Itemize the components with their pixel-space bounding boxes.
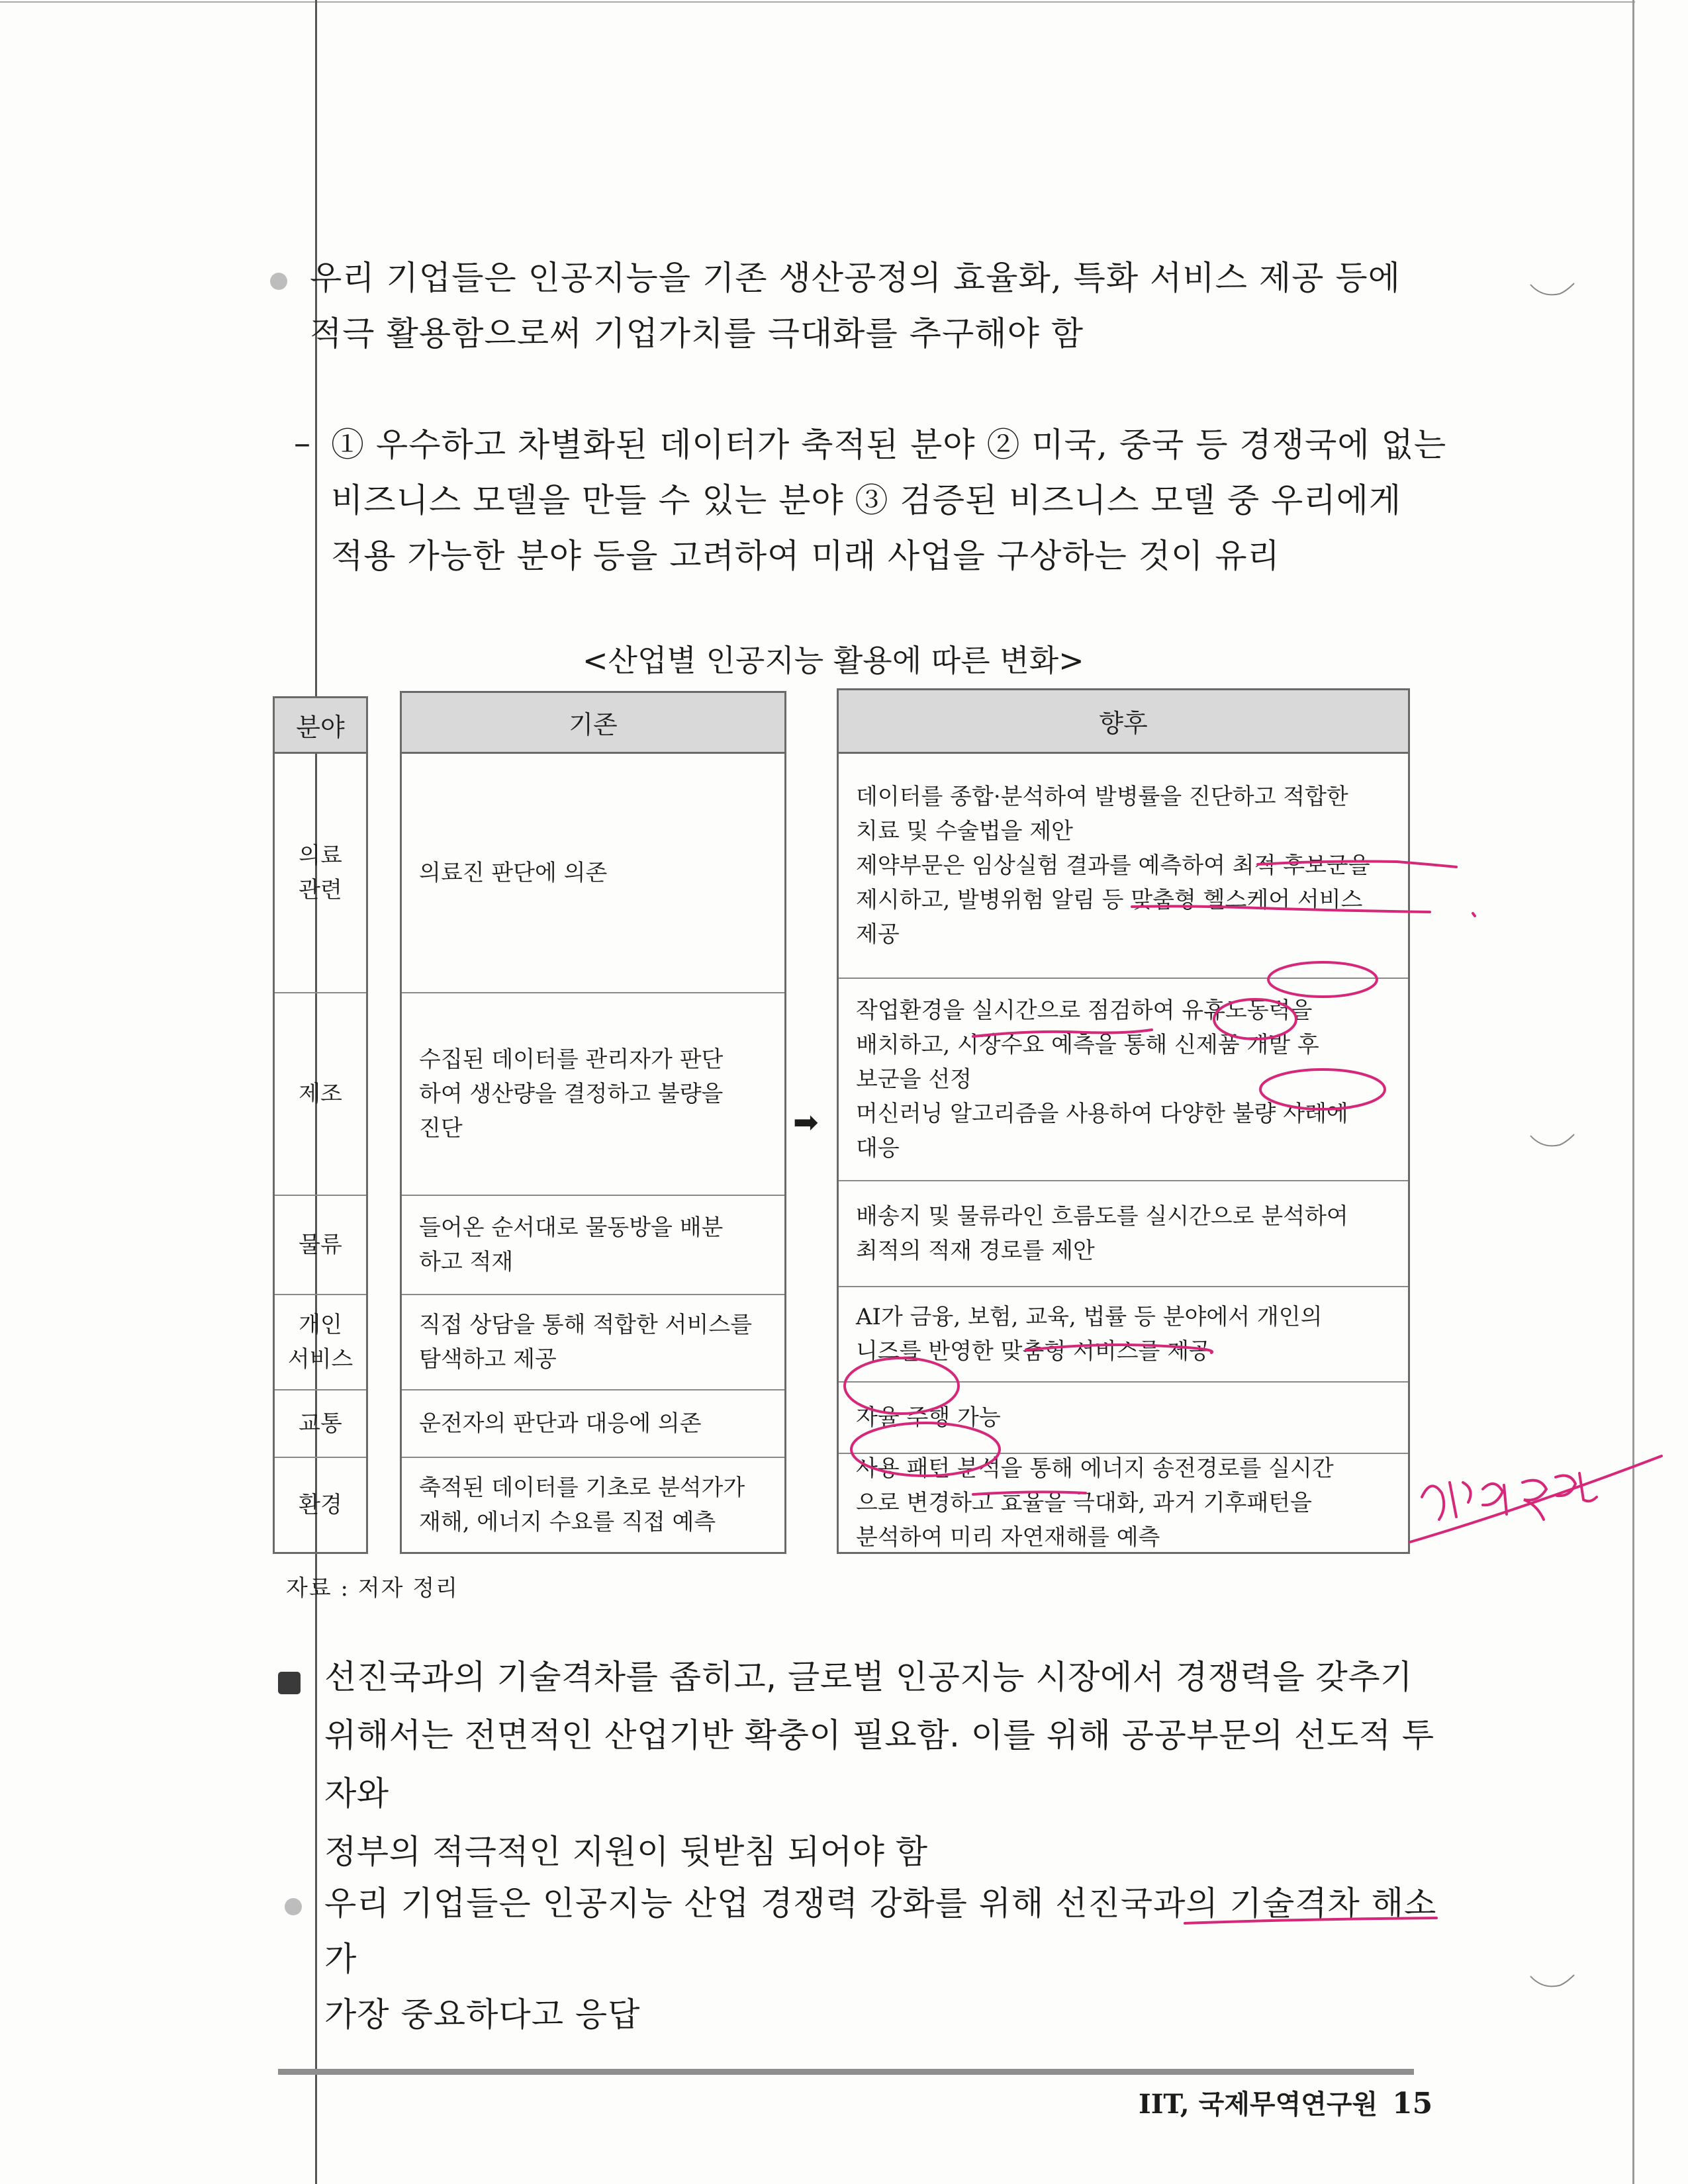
sub-item-line-2: 비즈니스 모델을 만들 수 있는 분야 ③ 검증된 비즈니스 모델 중 우리에게 [331, 481, 1402, 520]
heading-line-1: 선진국과의 기술격차를 좁히고, 글로벌 인공지능 시장에서 경쟁력을 갖추기 [324, 1658, 1413, 1696]
table-caption: <산업별 인공지능 활용에 따른 변화> [583, 643, 1084, 678]
heading-line-3: 정부의 적극적인 지원이 뒷받침 되어야 함 [324, 1833, 928, 1871]
table-source: 자료 : 저자 정리 [286, 1575, 459, 1602]
header-future: 향후 [839, 690, 1408, 754]
field-cell-environment: 환경 [299, 1492, 342, 1518]
future-cell-environment: 사용 패턴 분석을 통해 에너지 송전경로를 실시간 으로 변경하고 효율을 극대화, 과거 기후패턴을 분석하여 미리 자연재해를 예측 [856, 1455, 1334, 1551]
underline-mark [973, 1492, 1086, 1494]
existing-cell-transport: 운전자의 판단과 대응에 의존 [402, 1390, 784, 1458]
circle-mark [845, 1358, 959, 1414]
future-cell-logistics: 배송지 및 물류라인 흐름도를 실시간으로 분석하여 최적의 적재 경로를 제안 [839, 1181, 1408, 1287]
existing-cell-manufacturing: 수집된 데이터를 관리자가 판단 하여 생산량을 결정하고 불량을 진단 [402, 993, 784, 1196]
scribble-mark [1450, 1482, 1471, 1517]
circle-mark [1260, 1069, 1385, 1109]
existing-cell-environment: 축적된 데이터를 기초로 분석가가 재해, 에너지 수요를 직접 예측 [419, 1475, 745, 1535]
field-cell-personal-service: 개인 서비스 [275, 1295, 366, 1390]
existing-cell-personal-service: 직접 상담을 통해 적합한 서비스를 탐색하고 제공 [402, 1295, 784, 1390]
future-cell-transport: 자율 주행 가능 [839, 1383, 1408, 1454]
underline-mark [1258, 862, 1397, 865]
pen-dot [1473, 913, 1475, 916]
header-existing: 기존 [402, 693, 784, 754]
existing-cell-medical: 의료진 판단에 의존 [402, 754, 784, 993]
heading-line-2: 위해서는 전면적인 산업기반 확충이 필요함. 이를 위해 공공부문의 선도적 투자와 [324, 1716, 1434, 1813]
field-cell-medical: 의료 관련 [275, 754, 366, 993]
bullet-3-line-2: 가장 중요하다고 응답 [324, 1995, 641, 2034]
underline-mark [1026, 1345, 1212, 1353]
field-cell-transport: 교통 [275, 1390, 366, 1458]
pen-marks [845, 862, 1662, 1924]
existing-cell-logistics: 들어온 순서대로 물동방을 배분 하고 적재 [402, 1196, 784, 1295]
dash-marker: – [294, 424, 310, 462]
field-cell-logistics: 물류 [275, 1196, 366, 1295]
sub-item-line-1: ① 우수하고 차별화된 데이터가 축적된 분야 ② 미국, 중국 등 경쟁국에 없는 [331, 426, 1447, 464]
punch-hole-mark [1530, 1134, 1574, 1146]
underline-mark [1132, 906, 1430, 912]
bullet-3-line-1: 우리 기업들은 인공지능 산업 경쟁력 강화를 위해 선진국과의 기술격차 해소가 [324, 1884, 1437, 1978]
circle-mark [1268, 962, 1377, 997]
bullet-1-line-2: 적극 활용함으로써 기업가치를 극대화를 추구해야 함 [310, 314, 1084, 353]
future-cell-personal-service: AI가 금융, 보험, 교육, 법률 등 분야에서 개인의 니즈를 반영한 맞춤형 서비스를 제공 [839, 1287, 1408, 1383]
page-number: 15 [1392, 2087, 1433, 2120]
circle-mark [851, 1423, 1000, 1476]
circle-mark [1214, 999, 1296, 1039]
arrow-right-icon: ➡ [793, 1104, 819, 1140]
underline-mark [1185, 1918, 1436, 1923]
punch-hole-marks [1530, 283, 1574, 1986]
punch-hole-mark [1530, 1975, 1574, 1986]
scribble-mark [1422, 1486, 1444, 1520]
underline-mark [973, 1030, 1152, 1036]
future-cell-medical: 데이터를 종합·분석하여 발병률을 진단하고 적합한 치료 및 수술법을 제안 제약부문은 임상실험 결과를 예측하여 최적 후보군을 제시하고, 발병위험 알림 등 맞춤형 헬스케어 서비스 제공 [839, 754, 1408, 979]
bullet-1-line-1: 우리 기업들은 인공지능을 기존 생산공정의 효율화, 특화 서비스 제공 등에 [310, 259, 1401, 297]
underline-mark [1397, 862, 1456, 867]
footer-org: IIT, 국제무역연구원 [1139, 2089, 1378, 2120]
field-cell-manufacturing: 제조 [275, 993, 366, 1196]
scribble-mark [1483, 1484, 1507, 1514]
punch-hole-mark [1530, 283, 1574, 295]
sub-item-line-3: 적용 가능한 분야 등을 고려하여 미래 사업을 구상하는 것이 유리 [331, 537, 1280, 575]
future-cell-manufacturing: 작업환경을 실시간으로 점검하여 유휴노동력을 배치하고, 시장수요 예측을 통해 신제품 개발 후 보군을 선정 머신러닝 알고리즘을 사용하여 다양한 불량 사례에 대응 [839, 979, 1408, 1181]
header-field: 분야 [275, 698, 366, 754]
